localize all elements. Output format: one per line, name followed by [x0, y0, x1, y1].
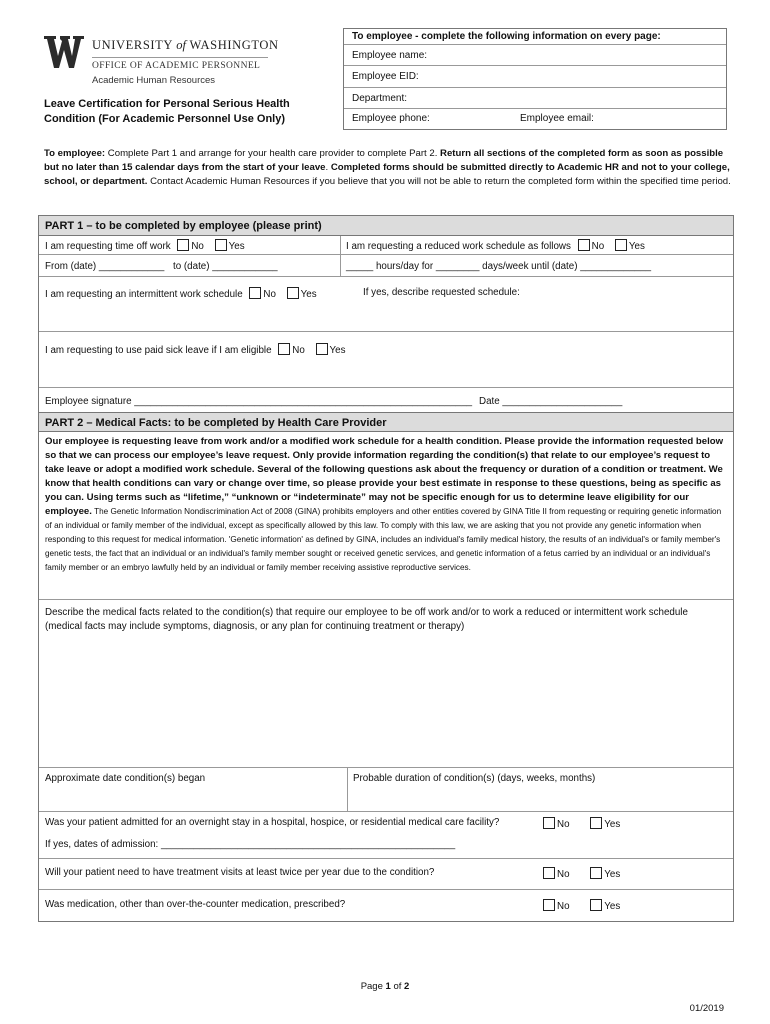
- employee-name-field[interactable]: Employee name:: [344, 45, 726, 66]
- logo-office-name: OFFICE OF ACADEMIC PERSONNEL: [92, 57, 268, 71]
- part1-section: [38, 215, 734, 413]
- part1-divider: [340, 236, 341, 255]
- time-off-yes-checkbox[interactable]: [215, 239, 227, 251]
- employee-contact-row: [344, 109, 726, 129]
- employee-info-box: [343, 28, 727, 130]
- sick-leave-no-checkbox[interactable]: [278, 343, 290, 355]
- uw-logo-wordmark: [92, 38, 279, 86]
- form-revision-date: 01/2019: [689, 1003, 724, 1014]
- part1-heading: PART 1 – to be completed by employee (please print): [39, 216, 733, 236]
- employee-department-field[interactable]: Department:: [344, 88, 726, 109]
- requested-schedule-field[interactable]: If yes, describe requested schedule:: [363, 287, 520, 298]
- part2-heading: PART 2 – Medical Facts: to be completed by Health Care Provider: [39, 412, 733, 432]
- form-title: Leave Certification for Personal Serious Health Condition (For Academic Personnel Use Only): [44, 98, 290, 125]
- employee-phone-field[interactable]: Employee phone:: [352, 113, 430, 124]
- medical-facts-label: Describe the medical facts related to the condition(s) that require our employee to be off work and/or to work a reduced or intermittent work schedule (medical facts may include symptoms, diagnosis, or any plan for continuing treatment or therapy): [45, 607, 688, 632]
- from-date-field[interactable]: From (date) ____________: [45, 261, 165, 272]
- part2-row-condition-dates: [39, 768, 733, 812]
- part1-row-signature: [39, 388, 733, 412]
- intermittent-question: I am requesting an intermittent work schedule No Yes: [45, 289, 317, 300]
- employee-info-heading: To employee - complete the following information on every page:: [344, 29, 726, 45]
- treatment-no-checkbox[interactable]: [543, 867, 555, 879]
- leave-date-range: [45, 261, 278, 272]
- part1-divider: [340, 255, 341, 277]
- part2-section: [38, 412, 734, 922]
- part1-row-dates: [39, 255, 733, 277]
- part2-description-block: [39, 432, 733, 600]
- overnight-stay-question: Was your patient admitted for an overnight stay in a hospital, hospice, or residential medical care facility?: [45, 817, 500, 828]
- intermittent-yes-checkbox[interactable]: [287, 287, 299, 299]
- part2-divider: [347, 768, 348, 812]
- overnight-yes-checkbox[interactable]: [590, 817, 602, 829]
- part1-row-intermittent: [39, 277, 733, 332]
- reduced-no-checkbox[interactable]: [578, 239, 590, 251]
- part2-row-treatment: [39, 859, 733, 890]
- intro-instructions: To employee: Complete Part 1 and arrange for your health care provider to complete Part 2. Return all sections of the completed form as soon as possible but no later than 15 calendar days from the start of your leave. Completed forms should be submitted directly to Academic HR and not to your college, school, or department. Contact Academic Human Resources if you believe that you will not be able to return the completed form within the specified time period.: [44, 148, 731, 187]
- reduced-schedule-question: I am requesting a reduced work schedule as follows No Yes: [346, 241, 645, 252]
- medication-question: Was medication, other than over-the-counter medication, prescribed?: [45, 899, 346, 910]
- page-number: Page 1 of 2: [360, 981, 410, 992]
- intermittent-no-checkbox[interactable]: [249, 287, 261, 299]
- reduced-yes-checkbox[interactable]: [615, 239, 627, 251]
- medical-facts-field[interactable]: [39, 600, 733, 768]
- part2-description: Our employee is requesting leave from work and/or a modified work schedule for a health condition. Please provide the information requested below so that we can process our employee’s leave request. Only provide information regarding the condition(s) that relate to our employee’s request to take leave or adopt a modified work schedule. Several of the following questions ask about the frequency or duration of a condition or treatment. We know that health conditions can vary or change over time, so please provide your best estimate in response to these questions, being as specific as you can. Using terms such as “lifetime,” “unknown or “indeterminate” may not be specific enough for us to determine leave eligibility for our employee. The Genetic Information Nondiscrimination Act of 2008 (GINA) prohibits employers and other entities covered by GINA Title II from requesting or requiring genetic information of an individual or family member of the individual, except as specifically allowed by this law. To comply with this law, we are asking that you not provide any genetic information when responding to this request for medical information. 'Genetic information' as defined by GINA, includes an individual's family medical history, the results of an individual's or family member's genetic tests, the fact that an individual or an individual's family member sought or received genetic services, and genetic information of a fetus carried by an individual or an individual's family member or an embryo lawfully held by an individual or family member receiving assistive reproductive services.: [45, 436, 724, 572]
- sick-leave-yes-checkbox[interactable]: [316, 343, 328, 355]
- admission-dates-field[interactable]: If yes, dates of admission: ______________________________________________________: [45, 839, 456, 850]
- uw-w-logo-icon: [44, 36, 84, 68]
- part2-row-medication: [39, 890, 733, 920]
- sick-leave-question: I am requesting to use paid sick leave if I am eligible No Yes: [45, 345, 346, 356]
- logo-department-name: Academic Human Resources: [92, 75, 216, 86]
- medication-yes-checkbox[interactable]: [590, 899, 602, 911]
- treatment-visits-question: Will your patient need to have treatment visits at least twice per year due to the condition?: [45, 867, 435, 878]
- overnight-options: No Yes: [539, 817, 620, 830]
- overnight-no-checkbox[interactable]: [543, 817, 555, 829]
- signature-date-field[interactable]: Date ______________________: [479, 396, 623, 407]
- date-condition-began-field[interactable]: Approximate date condition(s) began: [45, 773, 206, 784]
- treatment-options: No Yes: [539, 867, 620, 880]
- medication-options: No Yes: [539, 899, 620, 912]
- part2-row-overnight: [39, 812, 733, 859]
- condition-duration-field[interactable]: Probable duration of condition(s) (days, weeks, months): [353, 773, 596, 784]
- treatment-yes-checkbox[interactable]: [590, 867, 602, 879]
- employee-signature-field[interactable]: Employee signature ______________________________________________________________: [45, 396, 473, 407]
- to-date-field[interactable]: to (date) ____________: [173, 261, 278, 272]
- time-off-no-checkbox[interactable]: [177, 239, 189, 251]
- time-off-question: I am requesting time off work No Yes: [45, 241, 245, 252]
- medication-no-checkbox[interactable]: [543, 899, 555, 911]
- logo-university-name: UNIVERSITY of WASHINGTON: [92, 38, 279, 52]
- employee-eid-field[interactable]: Employee EID:: [344, 66, 726, 88]
- part1-row-sick-leave: [39, 332, 733, 388]
- employee-email-field[interactable]: Employee email:: [520, 113, 594, 124]
- hours-days-field[interactable]: _____ hours/day for ________ days/week until (date) _____________: [346, 261, 652, 272]
- part1-row-time-off: [39, 236, 733, 255]
